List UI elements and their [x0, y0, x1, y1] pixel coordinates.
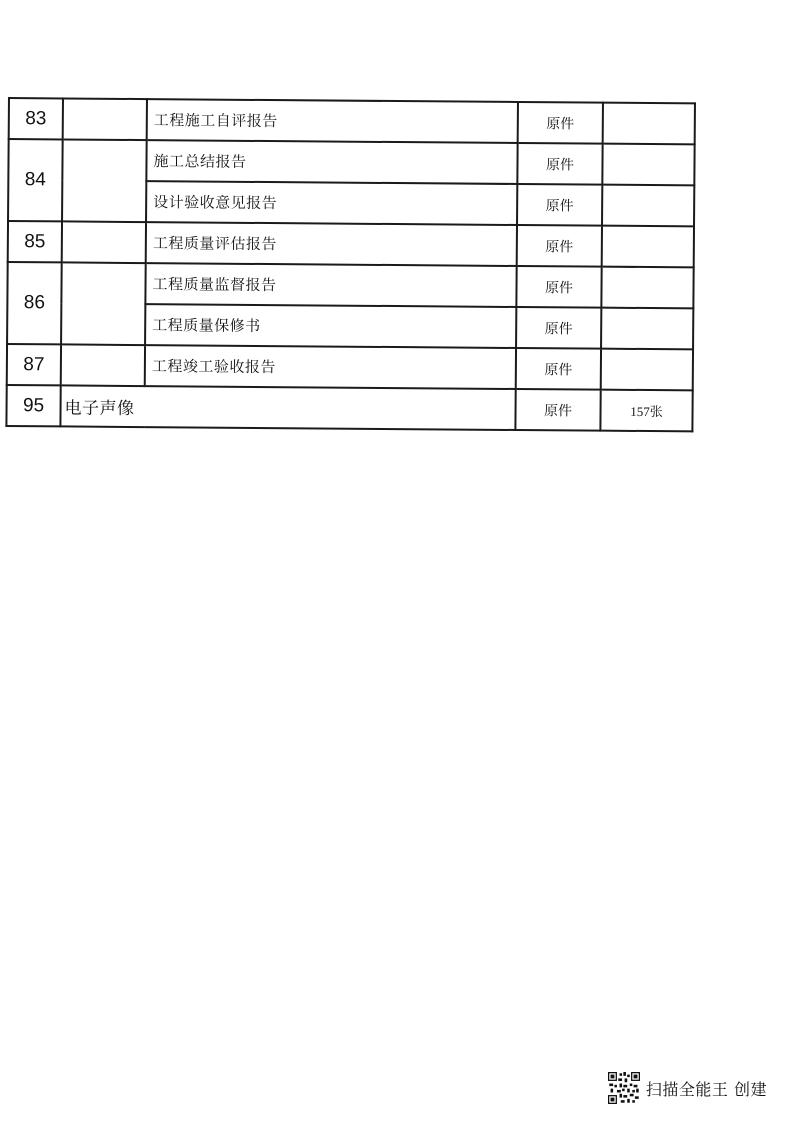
empty-cell — [62, 139, 147, 222]
table-row — [8, 221, 694, 267]
document-title: 设计验收意见报告 — [146, 181, 517, 225]
document-quantity — [601, 308, 693, 350]
document-title: 工程竣工验收报告 — [145, 345, 516, 389]
document-quantity — [602, 144, 694, 186]
table-row — [9, 98, 695, 144]
row-number: 83 — [9, 98, 63, 139]
document-title: 工程质量保修书 — [145, 304, 516, 348]
document-type: 原件 — [516, 348, 601, 390]
document-quantity — [603, 103, 695, 145]
document-quantity — [601, 349, 693, 391]
row-number: 85 — [8, 221, 62, 262]
document-title: 工程质量监督报告 — [145, 263, 516, 307]
document-quantity — [601, 267, 693, 309]
empty-cell — [61, 344, 145, 386]
document-type: 原件 — [518, 102, 603, 144]
empty-cell — [63, 98, 147, 140]
document-type: 原件 — [515, 389, 600, 431]
watermark-text: 扫描全能王 创建 — [645, 1079, 767, 1099]
table-row — [8, 139, 694, 185]
document-title: 工程施工自评报告 — [147, 99, 518, 143]
empty-cell — [61, 262, 146, 345]
archive-list-sheet — [5, 97, 706, 432]
document-quantity — [602, 185, 694, 227]
archive-table — [5, 97, 696, 432]
document-quantity — [602, 226, 694, 268]
table-row — [7, 262, 693, 308]
scanner-watermark — [608, 1072, 767, 1104]
document-type: 原件 — [517, 225, 602, 267]
document-type: 原件 — [517, 184, 602, 226]
row-number: 86 — [7, 262, 62, 344]
empty-cell — [62, 221, 146, 263]
row-number: 84 — [8, 139, 63, 221]
document-quantity: 157张 — [600, 390, 692, 432]
document-type: 原件 — [516, 307, 601, 349]
document-type: 原件 — [516, 266, 601, 308]
row-number: 95 — [6, 385, 60, 426]
document-title: 工程质量评估报告 — [146, 222, 517, 266]
document-title: 电子声像 — [60, 385, 515, 430]
table-row — [6, 385, 692, 431]
table-row — [7, 344, 693, 390]
document-title: 施工总结报告 — [146, 140, 517, 184]
row-number: 87 — [7, 344, 61, 385]
qr-code-icon — [608, 1072, 640, 1104]
document-type: 原件 — [517, 143, 602, 185]
